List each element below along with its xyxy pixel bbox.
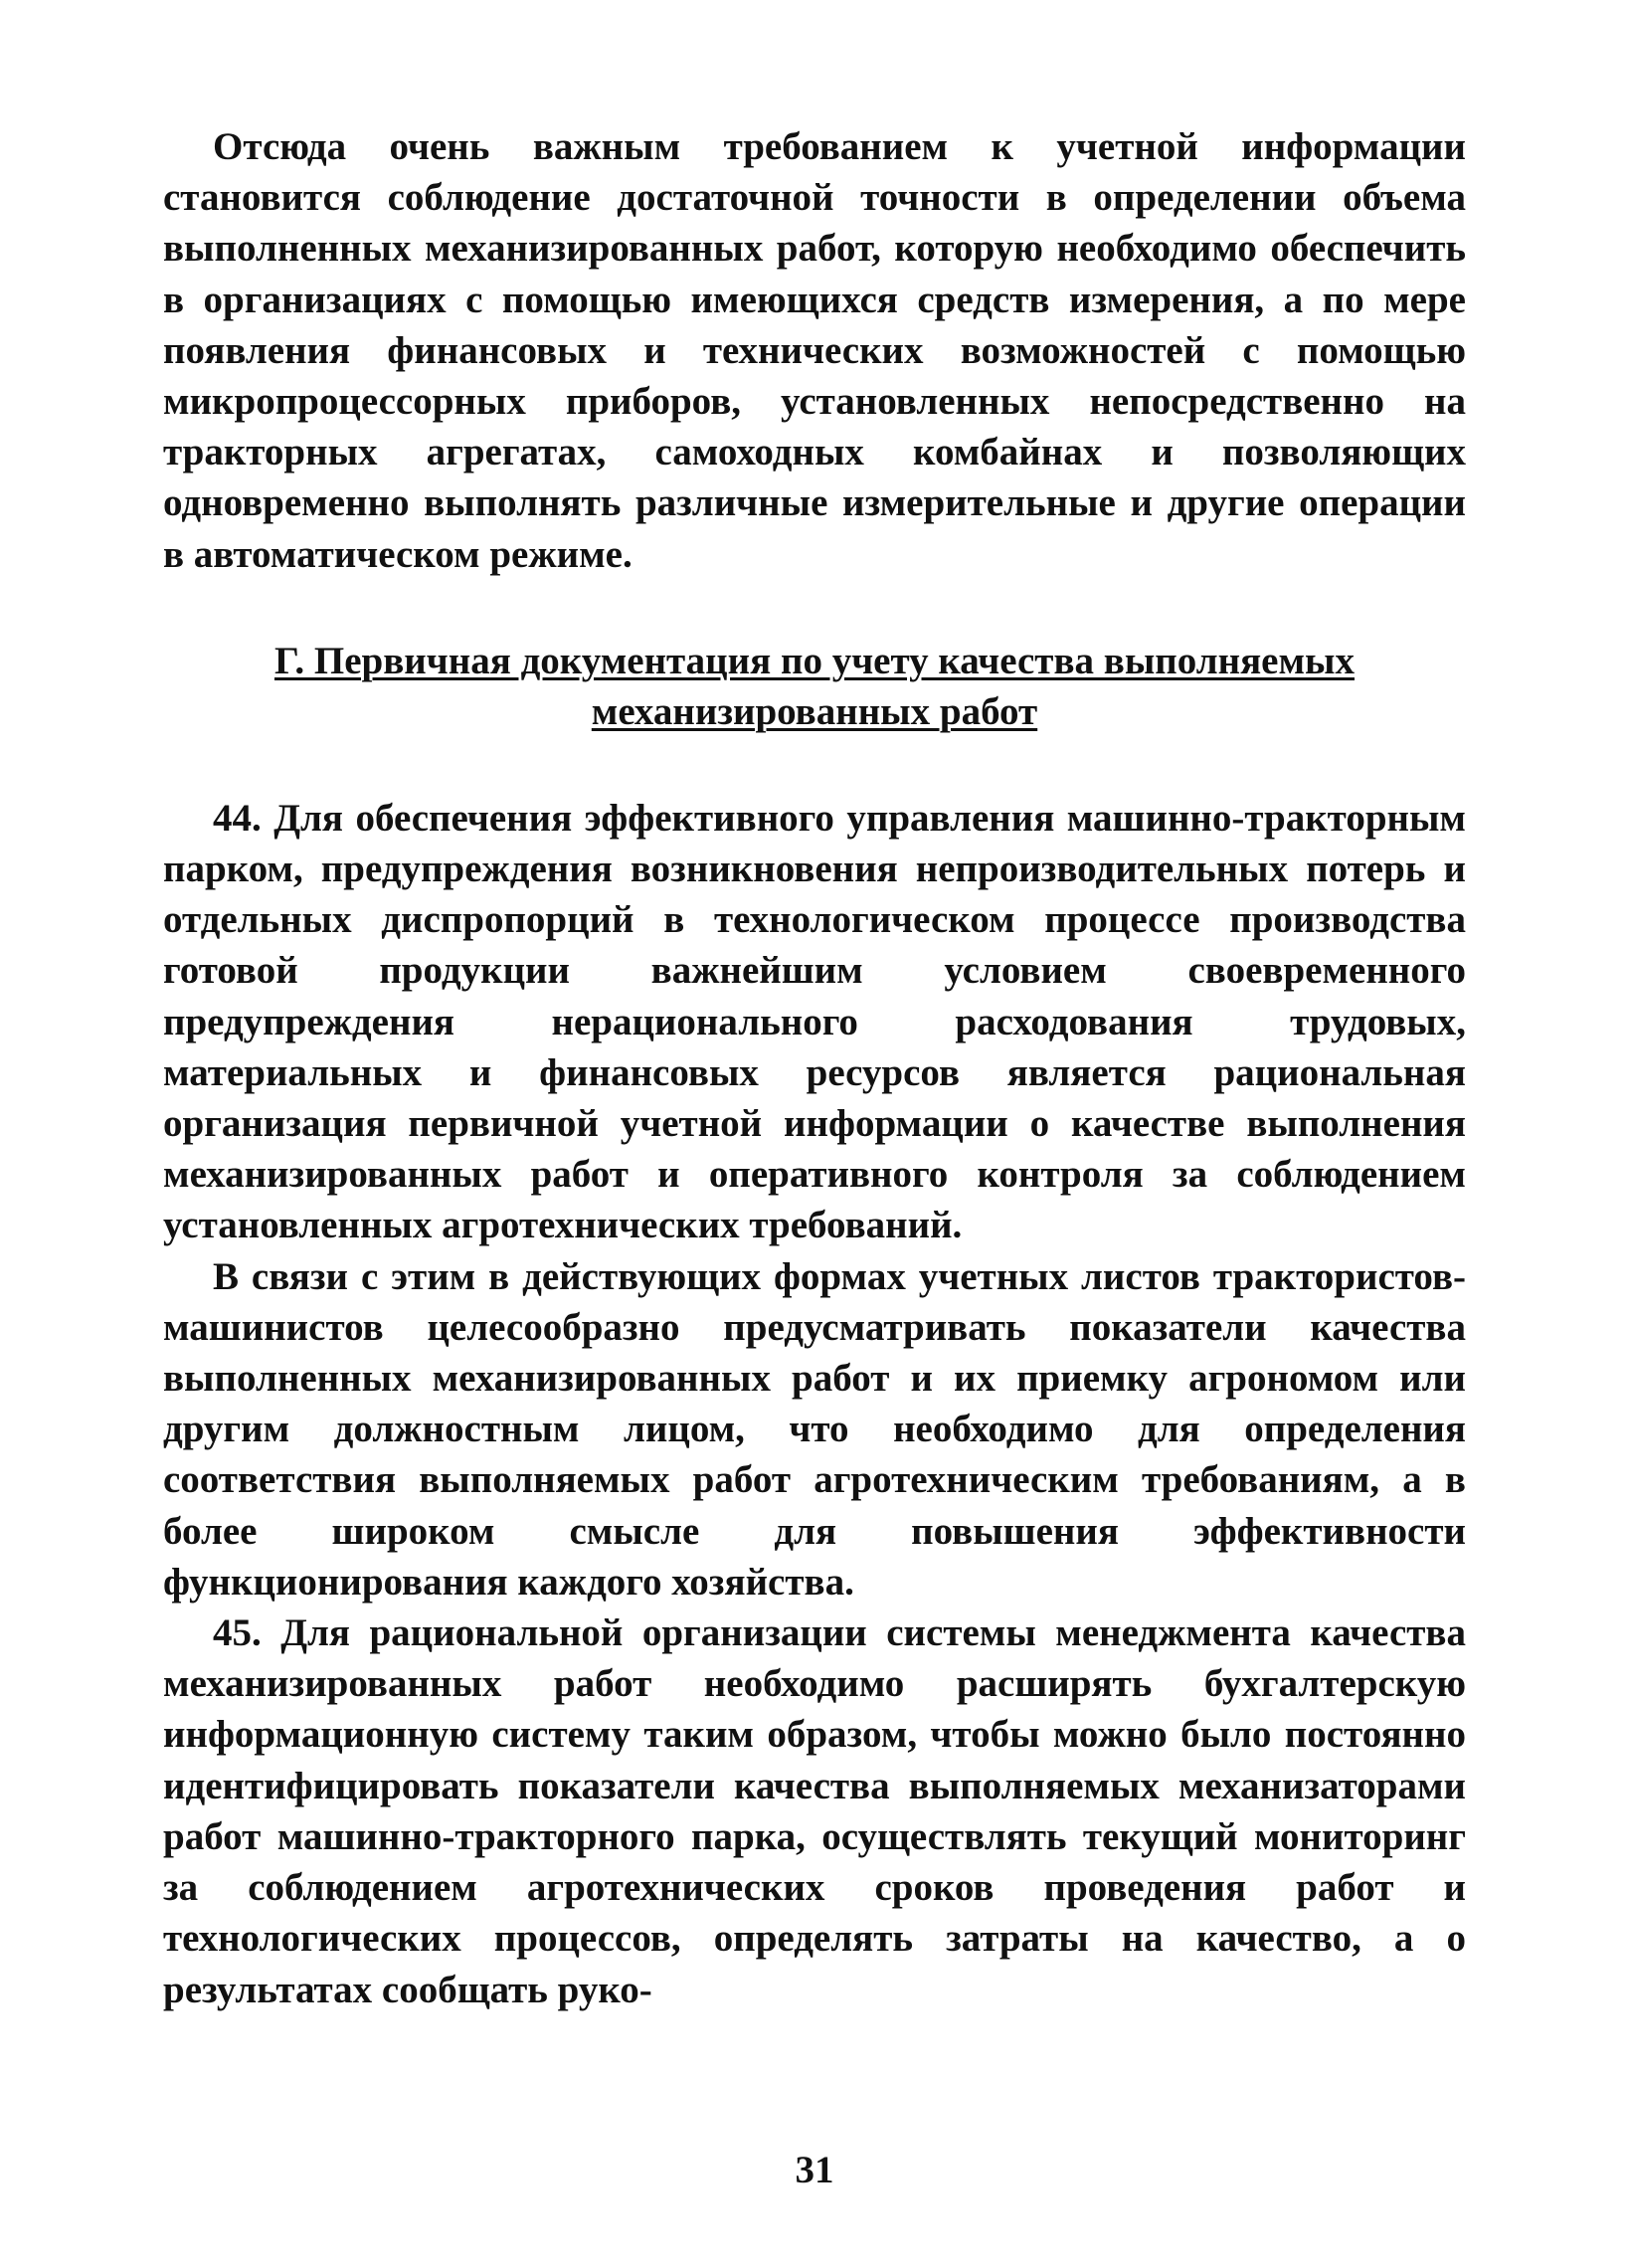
paragraph-continuation [163, 1251, 1466, 1607]
item-text: Для рациональной организации системы менеджмента качества механизированных работ необходимо расширять бухгалтерскую информационную систему таким образом, чтобы можно было постоянно идентифицировать показатели качества выполняемых механизаторами работ машинно-тракторного парка, осуществлять текущий мониторинг за соблюдением агротехнических сроков проведения работ и технологических процессов, определять затраты на качество, а о результатах сообщать руко- [163, 1611, 1466, 2011]
item-number: 45. [213, 1611, 262, 1655]
section-heading-line-2: механизированных работ [591, 689, 1038, 733]
page-body [163, 121, 1466, 2015]
paragraph-item-44 [163, 793, 1466, 1251]
page-number: 31 [795, 2149, 834, 2191]
section-heading [163, 636, 1466, 737]
item-text: Для обеспечения эффективного управления машинно-тракторным парком, предупреждения возникновения непроизводительных потерь и отдельных диспропорций в технологическом процессе производства готовой продукции важнейшим условием своевременного предупреждения нерационального расходования трудовых, материальных и финансовых ресурсов является рациональная организация первичной учетной информации о качестве выполнения механизированных работ и оперативного контроля за соблюдением установленных агротехнических требований. [163, 796, 1466, 1247]
section-heading-line-1: Г. Первичная документация по учету качества выполняемых [273, 639, 1356, 682]
item-number: 44. [213, 796, 262, 840]
item-text: В связи с этим в действующих формах учетных листов трактористов-машинистов целесообразно предусматривать показатели качества выполненных механизированных работ и их приемку агрономом или другим должностным лицом, что необходимо для определения соответствия выполняемых работ агротехническим требованиям, а в более широком смысле для повышения эффективности функционирования каждого хозяйства. [163, 1254, 1466, 1604]
paragraph-intro: Отсюда очень важным требованием к учетной информации становится соблюдение достаточной точности в определении объема выполненных механизированных работ, которую необходимо обеспечить в организациях с помощью имеющихся средств измерения, а по мере появления финансовых и технических возможностей с помощью микропроцессорных приборов, установленных непосредственно на тракторных агрегатах, самоходных комбайнах и позволяющих одновременно выполнять различные измерительные и другие операции в автоматическом режиме. [163, 125, 1466, 576]
paragraph-item-45 [163, 1607, 1466, 2015]
